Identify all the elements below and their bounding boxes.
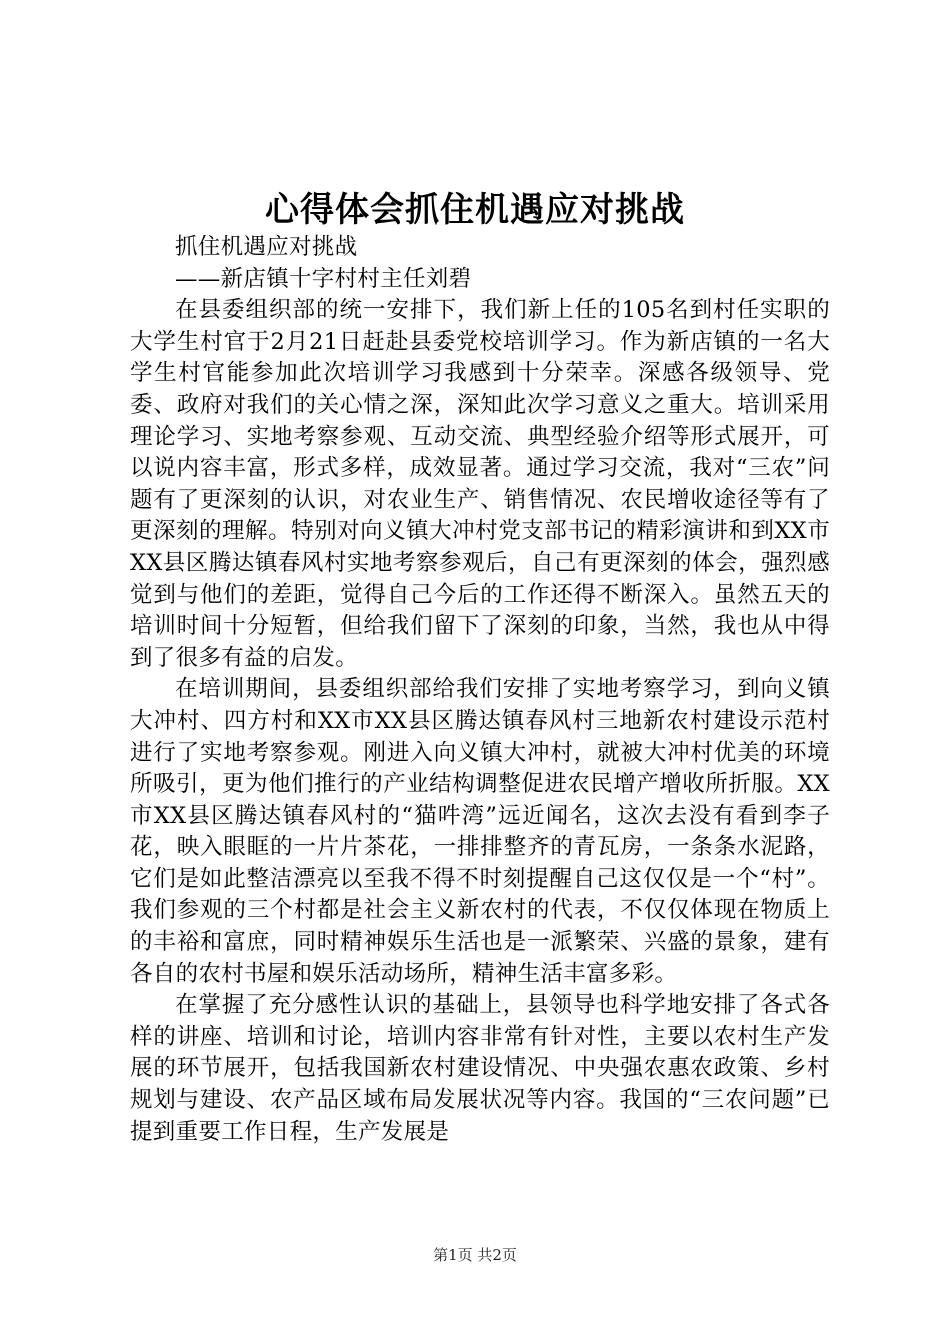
document-title: 心得体会抓住机遇应对挑战 [265,190,685,230]
paragraph: 在掌握了充分感性认识的基础上，县领导也科学地安排了各式各样的讲座、培训和讨论，培训内容非常有针对性，主要以农村生产发展的环节展开，包括我国新农村建设情况、中央强农惠农政策、乡村规划与建设、农产品区域布局发展状况等内容。我国的“三农问题”已提到重要工作日程，生产发展是 [130,992,830,1145]
document-body [130,232,830,1148]
paragraph: 在县委组织部的统一安排下，我们新上任的105名到村任实职的大学生村官于2月21日赶赴县委党校培训学习。作为新店镇的一名大学生村官能参加此次培训学习我感到十分荣幸。深感各级领导、党委、政府对我们的关心情之深，深知此次学习意义之重大。培训采用理论学习、实地考察参观、互动交流、典型经验介绍等形式展开，可以说内容丰富，形式多样，成效显著。通过学习交流，我对“三农”问题有了更深刻的认识，对农业生产、销售情况、农民增收途径等有了更深刻的理解。特别对向义镇大冲村党支部书记的精彩演讲和到XX市XX县区腾达镇春风村实地考察参观后，自己有更深刻的体会，强烈感觉到与他们的差距，觉得自己今后的工作还得不断深入。虽然五天的培训时间十分短暂，但给我们留下了深刻的印象，当然，我也从中得到了很多有益的启发。 [130,297,830,671]
paragraph: 在培训期间，县委组织部给我们安排了实地考察学习，到向义镇大冲村、四方村和XX市XX县区腾达镇春风村三地新农村建设示范村进行了实地考察参观。刚进入向义镇大冲村，就被大冲村优美的环境所吸引，更为他们推行的产业结构调整促进农民增产增收所折服。XX市XX县区腾达镇春风村的“猫吽湾”远近闻名，这次去没有看到李子花，映入眼眶的一片片茶花，一排排整齐的青瓦房，一条条水泥路，它们是如此整洁漂亮以至我不得不时刻提醒自己这仅仅是一个“村”。我们参观的三个村都是社会主义新农村的代表，不仅仅体现在物质上的丰裕和富庶，同时精神娱乐生活也是一派繁荣、兴盛的景象，建有各自的农村书屋和娱乐活动场所，精神生活丰富多彩。 [130,676,830,987]
author-line: ——新店镇十字村村主任刘碧 [175,265,472,292]
subtitle: 抓住机遇应对挑战 [175,234,358,260]
page-footer: 第1页 共2页 [433,1246,517,1264]
